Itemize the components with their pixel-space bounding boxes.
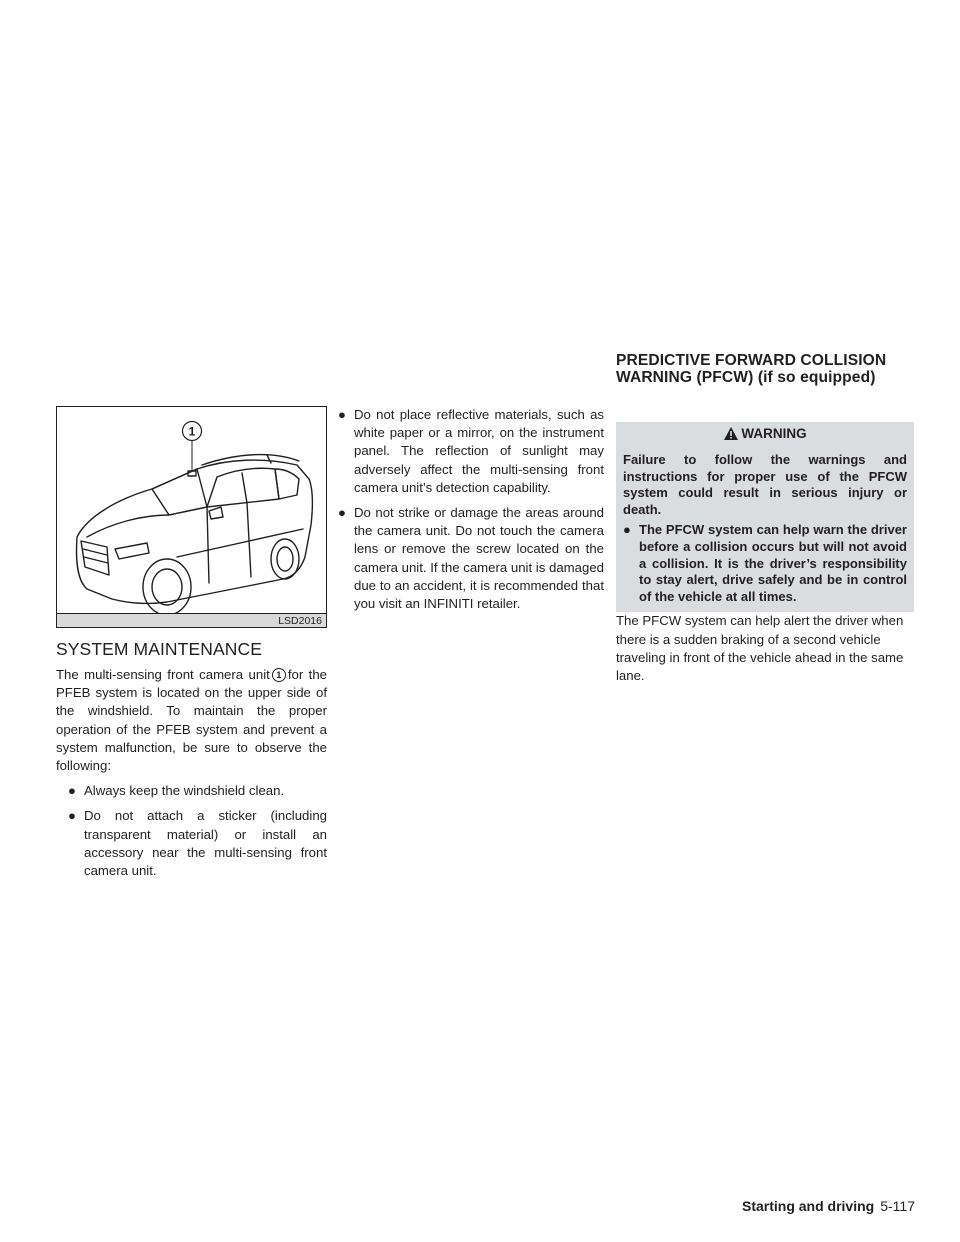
list-item: ● Do not attach a sticker (including transparent material) or install an accessory near the multi-sensing front camera unit. bbox=[68, 808, 327, 879]
list-item: ● The PFCW system can help warn the driver before a collision occurs but will not avoid a collision. It is the driver’s responsibility to stay alert, drive safely and be in control of the vehicle at all times. bbox=[623, 522, 907, 604]
warning-icon bbox=[723, 426, 739, 448]
list-item: ● Always keep the windshield clean. bbox=[68, 782, 327, 800]
column-left bbox=[56, 406, 327, 880]
warning-label: WARNING bbox=[741, 426, 807, 441]
warning-list bbox=[623, 522, 907, 605]
warning-body bbox=[623, 452, 907, 605]
intro-text-after: for the PFEB system is located on the upper side of the windshield. To maintain the proper operation of the PFEB system and prevent a system malfunction, be sure to observe the following: bbox=[56, 667, 327, 774]
footer-section: Starting and driving bbox=[741, 1198, 875, 1214]
vehicle-illustration bbox=[57, 407, 326, 627]
maintenance-intro bbox=[56, 666, 327, 775]
maintenance-list-continued bbox=[338, 406, 604, 613]
bullet-icon: ● bbox=[68, 808, 76, 824]
callout-ref-marker: 1 bbox=[272, 668, 286, 682]
bullet-icon: ● bbox=[338, 407, 346, 422]
section-heading-maintenance: SYSTEM MAINTENANCE bbox=[56, 639, 262, 659]
list-item: ● Do not place reflective materials, such as white paper or a mirror, on the instrument panel. The reflection of sunlight may adversely affect the multi-sensing front camera unit’s detection capability. bbox=[338, 407, 604, 495]
warning-header bbox=[623, 422, 907, 448]
vehicle-figure bbox=[56, 406, 327, 628]
page-number: 5-117 bbox=[880, 1198, 915, 1214]
bullet-icon: ● bbox=[68, 783, 76, 799]
list-item: ● Do not strike or damage the areas around the camera unit. Do not touch the camera lens or remove the screw located on the camera unit. If the camera unit is damaged due to an accident, it is recommended that you visit an INFINITI retailer. bbox=[338, 505, 604, 612]
pfcw-description: The PFCW system can help alert the driver when there is a sudden braking of a second vehicle traveling in front of the vehicle ahead in the same lane. bbox=[616, 613, 904, 683]
column-right bbox=[616, 352, 914, 685]
section-title-pfcw: PREDICTIVE FORWARD COLLISION WARNING (PFCW) (if so equipped) bbox=[616, 352, 887, 386]
column-middle bbox=[338, 406, 604, 620]
figure-code: LSD2016 bbox=[57, 613, 326, 627]
maintenance-list bbox=[68, 782, 327, 880]
bullet-icon: ● bbox=[623, 522, 631, 538]
bullet-icon: ● bbox=[338, 505, 346, 521]
callout-number: 1 bbox=[188, 424, 196, 439]
warning-lead: Failure to follow the warnings and instructions for proper use of the PFCW system could result in serious injury or death. bbox=[623, 452, 907, 517]
page-footer bbox=[700, 1197, 915, 1215]
warning-box bbox=[616, 422, 914, 612]
intro-text-before: The multi-sensing front camera unit bbox=[56, 667, 270, 682]
